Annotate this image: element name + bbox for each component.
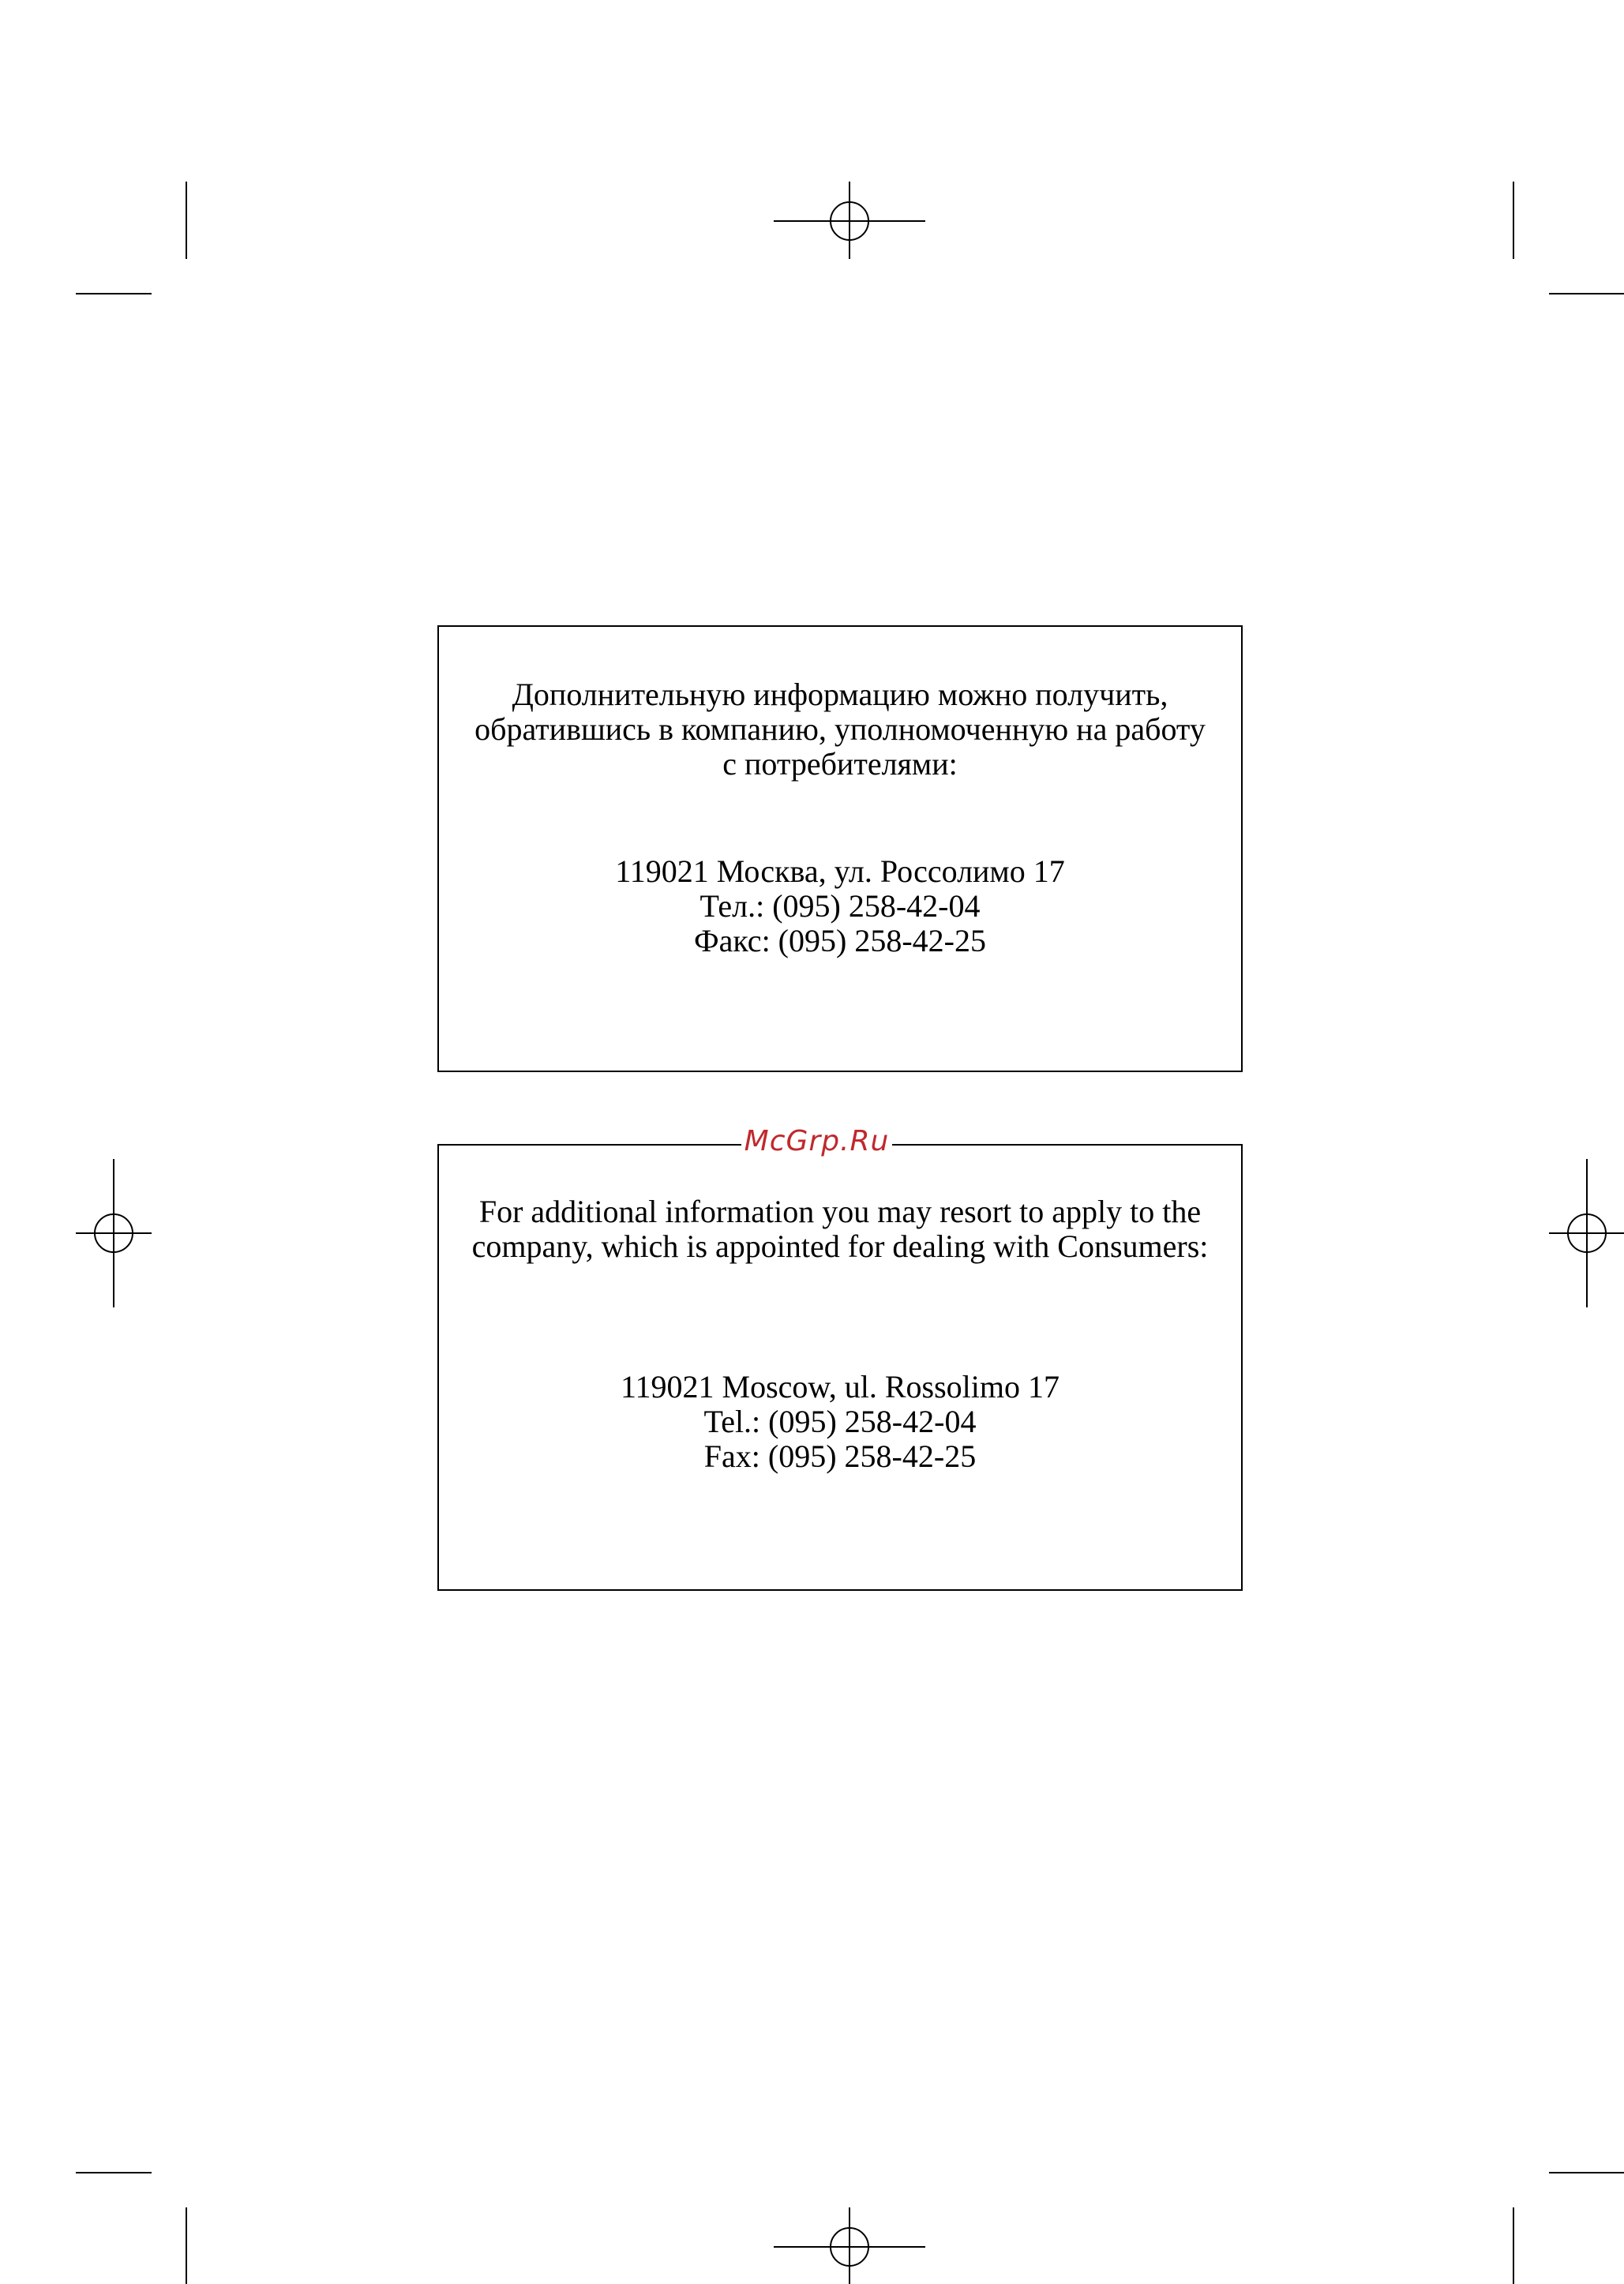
english-intro-line: company, which is appointed for dealing with Consumers: xyxy=(471,1228,1209,1264)
russian-intro-line: с потребителями: xyxy=(722,746,958,782)
watermark-container xyxy=(0,1124,1624,1159)
english-phone: Tel.: (095) 258-42-04 xyxy=(703,1404,977,1439)
english-fax: Fax: (095) 258-42-25 xyxy=(703,1438,977,1474)
english-contact-box xyxy=(437,1144,1243,1591)
russian-phone: Тел.: (095) 258-42-04 xyxy=(699,888,981,924)
english-address: 119021 Moscow, ul. Rossolimo 17 xyxy=(621,1369,1060,1405)
russian-fax: Факс: (095) 258-42-25 xyxy=(694,923,986,958)
russian-address: 119021 Москва, ул. Россолимо 17 xyxy=(615,853,1065,889)
russian-contact-box xyxy=(437,625,1243,1072)
russian-intro-line: Дополнительную информацию можно получить, xyxy=(512,677,1168,712)
russian-intro-text xyxy=(439,677,1241,782)
registration-mark-right-icon xyxy=(1549,1159,1624,1307)
english-intro-line: For additional information you may resort to apply to the xyxy=(478,1194,1202,1229)
russian-address-block xyxy=(439,854,1241,958)
watermark-text: McGrp.Ru xyxy=(741,1125,893,1157)
english-intro-text xyxy=(439,1195,1241,1264)
registration-mark-bottom-icon xyxy=(774,2207,925,2284)
registration-mark-left-icon xyxy=(76,1159,152,1307)
english-address-block xyxy=(439,1370,1241,1474)
russian-intro-line: обратившись в компанию, уполномоченную на работу xyxy=(474,711,1206,747)
registration-mark-top-icon xyxy=(774,182,925,259)
